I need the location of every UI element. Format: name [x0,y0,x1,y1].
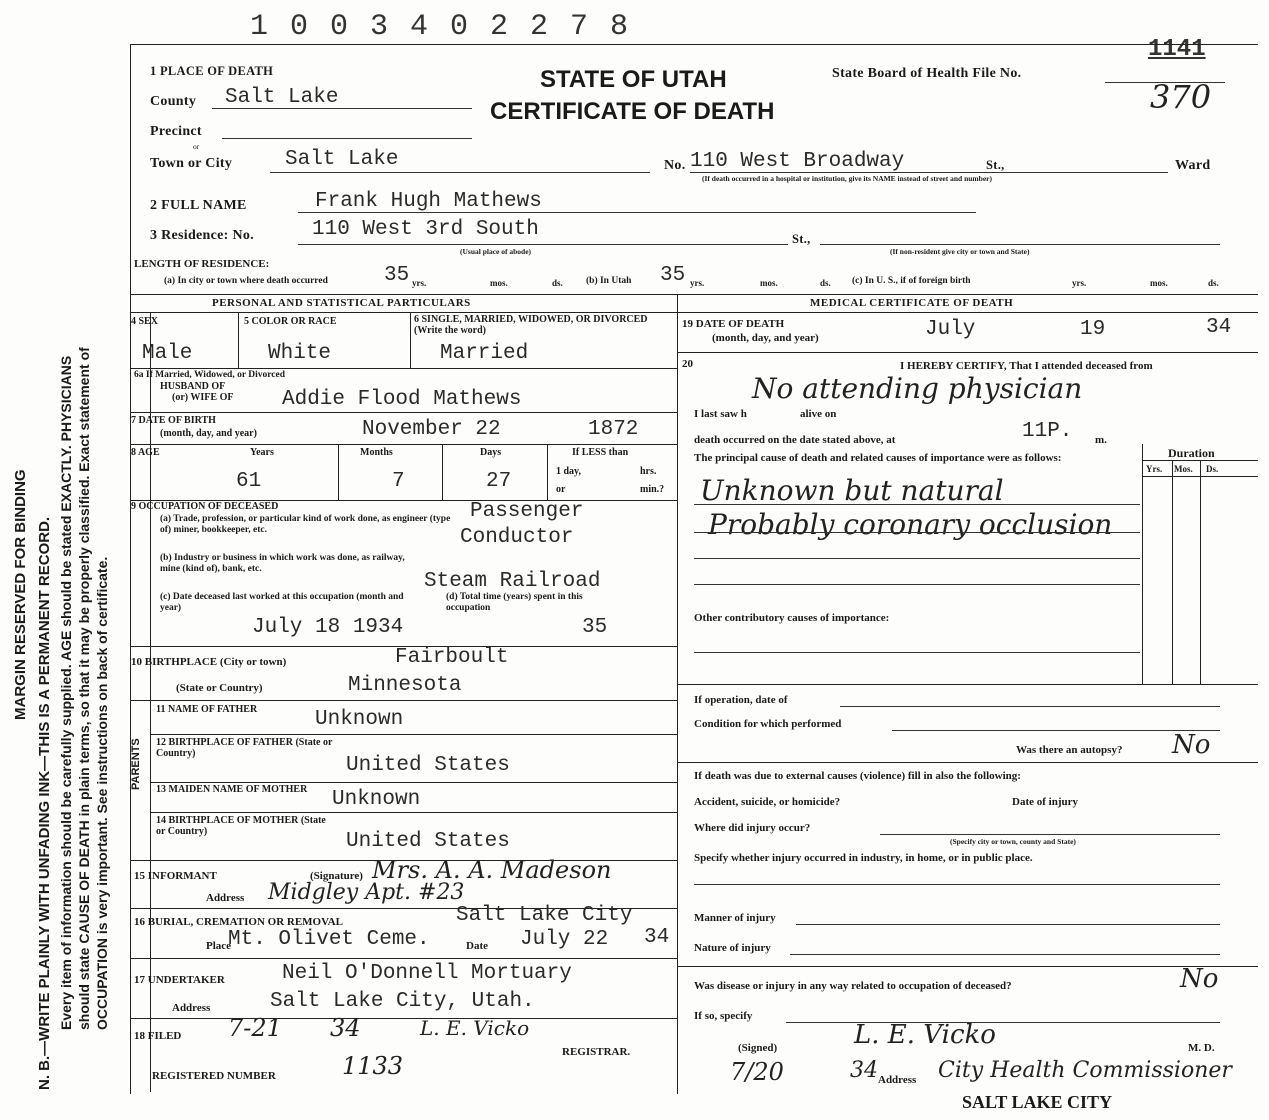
marital-label: 6 SINGLE, MARRIED, WIDOWED, OR DIVORCED (Write the word) [414,314,648,336]
registered-number-label: REGISTERED NUMBER [152,1070,276,1082]
usual-abode-note: (Usual place of abode) [460,247,532,256]
cause-line-1: Unknown but natural [700,474,1004,507]
informant-address: Midgley Apt. #23 [268,880,465,905]
spouse-label-1: 6a If Married, Widowed, or Divorced [134,370,286,380]
residence-label: 3 Residence: No. [150,228,254,243]
town-label: Town or City [150,156,233,171]
burial-place-value: Mt. Olivet Ceme. [228,928,430,951]
ds-label: ds. [552,278,563,288]
death-time: 11P. [1022,420,1073,443]
margin-permanent-record: N. B.—WRITE PLAINLY WITH UNFADING INK—THIS IS A PERMANENT RECORD. [36,516,53,1090]
undertaker-address-value: Salt Lake City, Utah. [270,990,535,1013]
last-saw-label: I last saw h [694,408,747,420]
precinct-label: Precinct [150,124,202,139]
margin-instructions-2: should state CAUSE OF DEATH in plain terms, so that it may be properly classified. Exact statement of [76,347,92,1030]
occupation-label: 9 OCCUPATION OF DECEASED [131,501,279,512]
sex-value: Male [142,342,193,365]
residence-utah-years: 35 [660,264,686,287]
informant-address-label: Address [206,892,245,904]
father-name-label: 11 NAME OF FATHER [156,704,258,715]
burial-date-label: Date [466,940,488,952]
age-or-label: or [556,484,566,495]
cert-address: City Health Commissioner [938,1058,1232,1083]
autopsy-answer: No [1172,730,1211,760]
certify-statement: I HEREBY CERTIFY, That I attended deceased from [900,360,1153,372]
occupation-d-label: (d) Total time (years) spent in this occupation [446,592,583,613]
yrs-label-3: yrs. [1072,278,1087,288]
age-months-value: 7 [392,470,405,493]
undertaker-value: Neil O'Donnell Mortuary [282,962,572,985]
if-so-label: If so, specify [694,1010,753,1022]
contributory-label: Other contributory causes of importance: [694,612,890,624]
birthplace-state-label: (State or Country) [176,682,263,694]
filed-label: 18 FILED [134,1030,182,1042]
cause-line-2: Probably coronary occlusion [708,508,1113,541]
mother-birthplace-value: United States [346,830,510,853]
street-number-label: No. [664,158,686,173]
town-value: Salt Lake [285,148,399,171]
physician-signature: L. E. Vicko [854,1020,996,1050]
registrar-label: REGISTRAR. [562,1046,631,1058]
mos-label-3: mos. [1150,278,1168,288]
dob-label: 7 DATE OF BIRTH [131,415,216,426]
manner-label: Manner of injury [694,912,776,924]
death-occurred-label: death occurred on the date stated above, at [694,434,896,446]
yrs-label-2: yrs. [690,278,705,288]
length-of-residence-label: LENGTH OF RESIDENCE: [134,258,270,270]
injury-date-label: Date of injury [1012,796,1078,808]
duration-ds: Ds. [1206,464,1219,474]
age-days-value: 27 [486,470,512,493]
specify-label: Specify whether injury occurred in industry, in home, or in public place. [694,852,1033,864]
m-label: m. [1095,434,1107,446]
injury-where-label: Where did injury occur? [694,822,811,834]
ward-label: Ward [1175,158,1211,173]
occupation-value-2: Conductor [460,526,574,549]
occupation-b-label: (b) Industry or business in which work was done, as railway, mine (kind of), bank, etc. [160,553,405,574]
death-day: 19 [1080,318,1106,341]
registered-number: 1133 [342,1052,404,1080]
spouse-value: Addie Flood Mathews [282,388,522,411]
residence-value: 110 West 3rd South [312,218,539,241]
cert-date: 7/20 [730,1058,784,1086]
occupation-a-label: (a) Trade, profession, or particular kind of work done, as engineer (type of) miner, bookkeeper, etc. [160,514,451,535]
footer-stamp: SALT LAKE CITY [962,1092,1113,1112]
form-top-border [130,44,1258,45]
cert-number: 20 [682,358,693,370]
yrs-label: yrs. [412,278,427,288]
residence-st-label: St., [792,232,811,246]
injury-where-sub: (Specify city or town, county and State) [950,837,1076,846]
age-label: 8 AGE [131,447,160,458]
condition-label: Condition for which performed [694,718,842,730]
stamp-number: 1 0 0 3 4 0 2 2 7 8 [250,10,631,44]
mother-birthplace-label: 14 BIRTHPLACE OF MOTHER (State or Country) [156,815,326,837]
informant-signature: Mrs. A. A. Madeson [372,856,612,884]
residence-city-label: (a) In city or town where death occurred [164,276,328,286]
industry-value: Steam Railroad [424,570,601,593]
residence-utah-label: (b) In Utah [586,276,632,286]
file-number-handwritten: 370 [1150,78,1212,116]
mother-name-value: Unknown [332,788,421,811]
cert-address-label: Address [878,1074,917,1086]
race-label: 5 COLOR OR RACE [244,316,337,327]
dob-sublabel: (month, day, and year) [160,428,257,439]
external-causes-label: If death was due to external causes (violence) fill in also the following: [694,770,1021,782]
burial-year-value: 34 [644,926,670,949]
age-less-label: If LESS than [572,447,629,458]
place-of-death-label: 1 PLACE OF DEATH [150,64,274,78]
full-name-label: 2 FULL NAME [150,198,247,213]
margin-instructions-1: Every item of information should be carefully supplied. AGE should be stated EXACTLY. PHYSICIANS [58,355,74,1030]
column-divider [677,294,678,1094]
total-years-value: 35 [582,616,608,639]
age-days-label: Days [480,447,502,458]
parents-label: PARENTS [130,738,142,790]
age-months-label: Months [360,447,393,458]
margin-binding-note: MARGIN RESERVED FOR BINDING [12,469,29,720]
age-hrs-label: hrs. [640,466,657,477]
informant-sig-label: (Signature) [310,870,363,882]
burial-value: Salt Lake City [456,904,633,927]
race-value: White [268,342,332,365]
death-month: July [925,318,976,341]
related-label: Was disease or injury in any way related to occupation of deceased? [694,980,1012,992]
dob-value: November 22 [362,418,501,441]
father-name-value: Unknown [315,708,404,731]
father-birthplace-value: United States [346,754,510,777]
form-title: STATE OF UTAH [540,66,727,93]
burial-place-label: Place [206,940,232,952]
age-years-label: Years [250,447,274,458]
sex-label: 4 SEX [131,316,158,327]
occupation-value-1: Passenger [470,500,584,523]
filed-year: 34 [330,1014,361,1042]
residence-city-years: 35 [384,264,410,287]
birthplace-label: 10 BIRTHPLACE (City or town) [131,656,287,668]
registrar-signature: L. E. Vicko [420,1016,530,1040]
spouse-label-3: (or) WIFE OF [172,392,234,403]
burial-label: 16 BURIAL, CREMATION OR REMOVAL [134,916,343,928]
duration-mos: Mos. [1174,464,1193,474]
accident-label: Accident, suicide, or homicide? [694,796,841,808]
undertaker-label: 17 UNDERTAKER [134,974,225,986]
cause-label: The principal cause of death and related causes of importance were as follows: [694,452,1062,464]
corner-file-number: 1141 [1148,36,1206,63]
nature-label: Nature of injury [694,942,771,954]
ds-label-2: ds. [820,278,831,288]
form-left-border [130,44,131,1094]
mos-label-2: mos. [760,278,778,288]
alive-on-label: alive on [800,408,837,420]
margin-instructions-3: OCCUPATION is very important. See instructions on back of certificate. [94,556,110,1030]
file-number-label: State Board of Health File No. [832,66,1022,81]
spouse-label-2: HUSBAND OF [160,381,226,392]
filed-date: 7-21 [228,1014,282,1042]
full-name-value: Frank Hugh Mathews [315,190,542,213]
nonresident-note: (If non-resident give city or town and State) [890,247,1030,256]
birthplace-state-value: Minnesota [348,674,462,697]
dob-year: 1872 [588,418,639,441]
street-label: St., [986,158,1005,172]
county-label: County [150,94,197,109]
death-address-value: 110 West Broadway [690,150,905,173]
undertaker-address-label: Address [172,1002,211,1014]
cert-year: 34 [850,1058,878,1083]
last-worked-value: July 18 1934 [252,616,404,639]
age-day-label: 1 day, [556,466,582,477]
marital-value: Married [440,342,529,365]
operation-label: If operation, date of [694,694,788,706]
age-min-label: min.? [640,484,665,495]
death-date-label: 19 DATE OF DEATH [682,318,785,330]
md-label: M. D. [1188,1042,1215,1054]
form-subtitle: CERTIFICATE OF DEATH [490,98,775,125]
ds-label-3: ds. [1208,278,1219,288]
residence-us-label: (c) In U. S., if of foreign birth [852,276,971,286]
no-attending-physician: No attending physician [752,372,1083,405]
death-date-sublabel: (month, day, and year) [712,332,819,344]
personal-section-header: PERSONAL AND STATISTICAL PARTICULARS [212,297,471,309]
duration-yrs: Yrs. [1146,464,1163,474]
signed-label: (Signed) [738,1042,778,1054]
hospital-note: (If death occurred in a hospital or institution, give its NAME instead of street and number) [702,174,993,183]
medical-section-header: MEDICAL CERTIFICATE OF DEATH [810,297,1014,309]
burial-date-value: July 22 [520,928,609,951]
informant-label: 15 INFORMANT [134,870,217,882]
county-value: Salt Lake [225,86,339,109]
related-answer: No [1180,964,1219,994]
or-label: or [193,142,200,151]
mother-name-label: 13 MAIDEN NAME OF MOTHER [156,784,308,795]
mos-label: mos. [490,278,508,288]
occupation-c-label: (c) Date deceased last worked at this occupation (month and year) [160,592,404,613]
birthplace-city-value: Fairboult [395,646,509,669]
father-birthplace-label: 12 BIRTHPLACE OF FATHER (State or Country) [156,737,333,759]
autopsy-label: Was there an autopsy? [1016,744,1123,756]
death-year: 34 [1206,316,1232,339]
age-years-value: 61 [236,470,262,493]
duration-label: Duration [1168,446,1215,460]
